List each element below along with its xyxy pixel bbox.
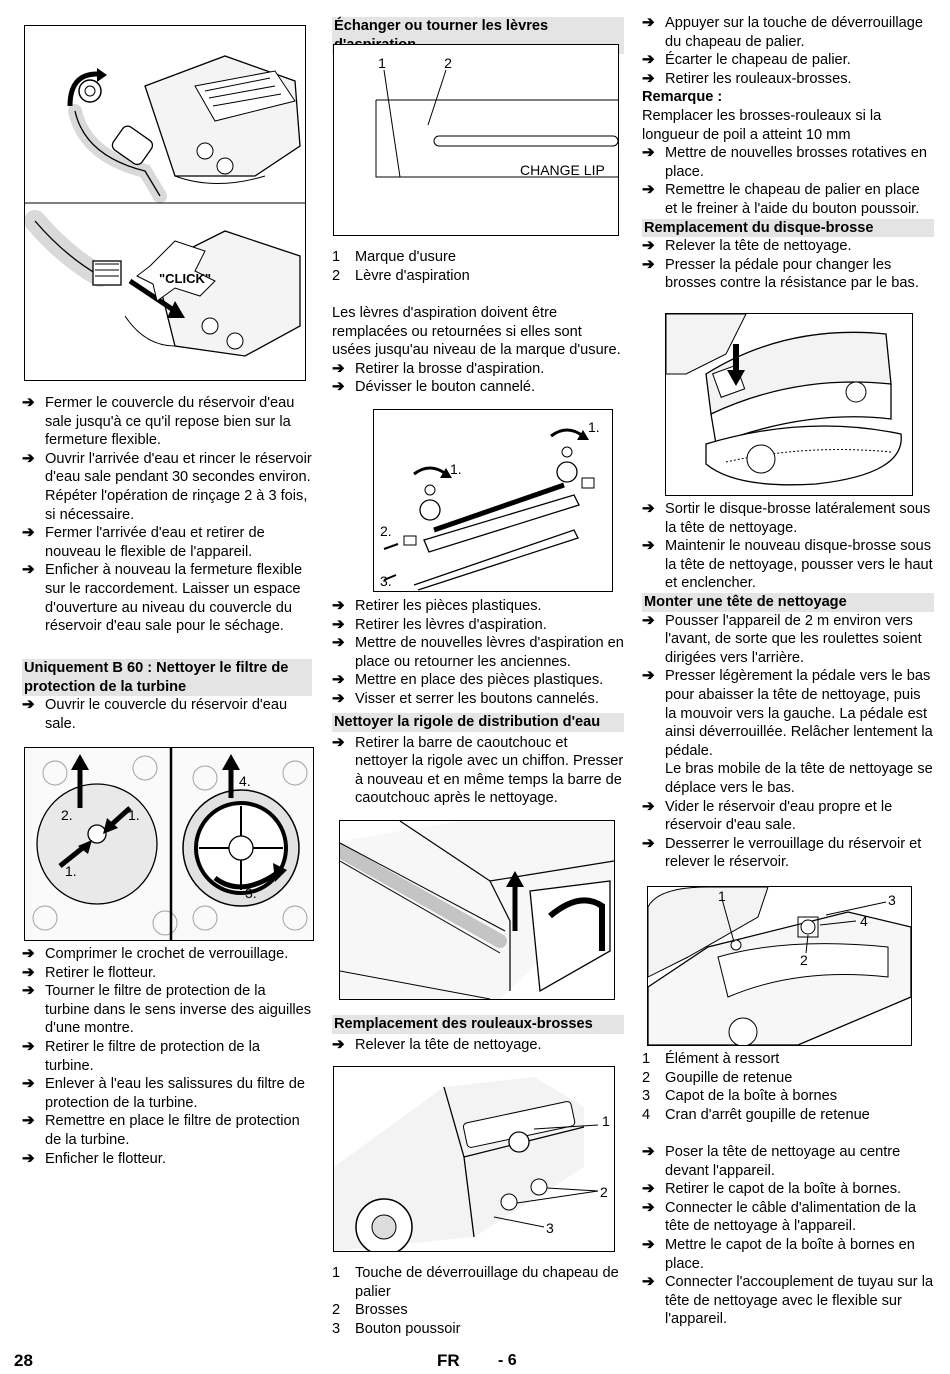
label-4: 4: [860, 913, 868, 929]
language-code: FR: [437, 1351, 460, 1370]
arrow-icon: ➔: [642, 797, 655, 815]
label-4: 4.: [239, 773, 251, 789]
label-1b: 1.: [65, 863, 77, 879]
step: ➔ Retirer les pièces plastiques.: [332, 597, 542, 614]
arrow-icon: ➔: [332, 689, 345, 707]
step: ➔ Vider le réservoir d'eau propre et le réservoir d'eau sale.: [642, 797, 893, 834]
step: ➔ Presser légèrement la pédale vers le bas pour abaisser la tête de nettoyage, puis la mouvoir vers la gauche. La pédale est ainsi déverrouillée. Relâcher lentement la pédale. Le bras mobile de la tête de nettoyage se déplace vers le bas.: [642, 667, 933, 796]
figure-water-channel: [339, 820, 615, 1000]
section-heading: Nettoyer la rigole de distribution d'eau: [332, 713, 624, 732]
arrow-icon: ➔: [642, 667, 655, 685]
step: ➔ Mettre le capot de la boîte à bornes en place.: [642, 1235, 915, 1272]
arrow-icon: ➔: [22, 982, 35, 1000]
arrow-icon: ➔: [22, 963, 35, 981]
label-1: 1: [718, 888, 726, 904]
legend-item: 1 Touche de déverrouillage du chapeau de palier: [332, 1265, 619, 1300]
figure-squeegee-parts: [373, 409, 613, 592]
figure-turbine-filter: [24, 747, 314, 941]
label-3: 3.: [245, 885, 257, 901]
section-heading: Remplacement des rouleaux-brosses: [332, 1015, 624, 1034]
section-heading: Remplacement du disque-brosse: [642, 219, 934, 238]
step: ➔ Retirer la barre de caoutchouc et nettoyer la rigole avec un chiffon. Presser à nouveau et en même temps la barre de caoutchouc après le nettoyage.: [332, 733, 624, 807]
arrow-icon: ➔: [642, 255, 655, 273]
arrow-icon: ➔: [642, 1180, 655, 1198]
label-3: 3: [546, 1220, 554, 1236]
arrow-icon: ➔: [642, 500, 655, 517]
col3-block-c: [642, 1143, 934, 1329]
arrow-icon: ➔: [22, 524, 35, 542]
legend-item: 3 Capot de la boîte à bornes: [642, 1088, 838, 1105]
arrow-icon: ➔: [642, 611, 655, 629]
col2-legend1: [332, 248, 624, 285]
change-lip-label: CHANGE LIP: [520, 162, 605, 178]
remark-text: Remplacer les brosses-rouleaux si la longueur de poil a atteint 10 mm: [642, 107, 882, 143]
step: ➔ Enficher le flotteur.: [22, 1149, 166, 1167]
col3-block-b: [642, 500, 934, 872]
arrow-icon: ➔: [22, 945, 35, 962]
step: ➔ Poser la tête de nettoyage au centre devant l'appareil.: [642, 1143, 901, 1179]
step: ➔ Retirer les lèvres d'aspiration.: [332, 615, 547, 633]
section-heading: Uniquement B 60 : Nettoyer le filtre de protection de la turbine: [22, 659, 312, 696]
step: ➔ Retirer le flotteur.: [22, 963, 157, 981]
arrow-icon: ➔: [22, 561, 35, 579]
label-2: 2: [444, 55, 452, 71]
step: ➔ Comprimer le crochet de verrouillage.: [22, 945, 289, 962]
legend-item: 2 Goupille de retenue: [642, 1069, 793, 1086]
arrow-icon: ➔: [332, 378, 345, 396]
section-heading: Monter une tête de nettoyage: [642, 593, 934, 612]
label-2: 2: [600, 1184, 608, 1200]
arrow-icon: ➔: [22, 1112, 35, 1130]
figure-cleaning-head: [647, 886, 912, 1046]
step: ➔ Visser et serrer les boutons cannelés.: [332, 689, 599, 707]
step: ➔ Mettre de nouvelles brosses rotatives en place.: [642, 144, 928, 180]
label-3: 3.: [380, 573, 392, 589]
step: ➔ Sortir le disque-brosse latéralement sous la tête de nettoyage.: [642, 500, 931, 536]
figure-change-lip: [333, 44, 619, 236]
remark-title: Remarque :: [642, 89, 723, 106]
label-1b: 1.: [588, 419, 600, 435]
page-number: 28: [14, 1351, 33, 1370]
arrow-icon: ➔: [642, 69, 655, 87]
step: ➔ Écarter le chapeau de palier.: [642, 51, 851, 69]
step: ➔ Remettre en place le filtre de protection de la turbine.: [22, 1112, 300, 1148]
col1-steps-c: [22, 945, 312, 1168]
arrow-icon: ➔: [22, 1075, 35, 1093]
arrow-icon: ➔: [642, 51, 655, 69]
arrow-icon: ➔: [22, 1037, 35, 1055]
step: ➔ Pousser l'appareil de 2 m environ vers l'avant, de sorte que les roulettes soient dirigées vers l'arrière.: [642, 611, 922, 666]
arrow-icon: ➔: [332, 615, 345, 633]
step: ➔ Fermer le couvercle du réservoir d'eau sale jusqu'à ce qu'il repose bien sur la fermeture flexible.: [22, 394, 295, 449]
arrow-icon: ➔: [642, 1198, 655, 1216]
label-2: 2.: [380, 523, 392, 539]
col2-para: [332, 304, 624, 397]
label-2: 2: [800, 952, 808, 968]
arrow-icon: ➔: [332, 634, 345, 652]
legend-item: 4 Cran d'arrêt goupille de retenue: [642, 1106, 870, 1123]
arrow-icon: ➔: [22, 394, 35, 411]
arrow-icon: ➔: [642, 834, 655, 852]
figure-disc-brush: [665, 313, 913, 496]
sub-page-number: - 6: [498, 1352, 517, 1369]
arrow-icon: ➔: [22, 696, 35, 714]
arrow-icon: ➔: [642, 1143, 655, 1160]
arrow-icon: ➔: [642, 237, 655, 255]
col2-section-rigole: [332, 713, 624, 808]
col2-steps-b: [332, 597, 624, 709]
arrow-icon: ➔: [332, 1035, 345, 1053]
step: ➔ Fermer l'arrivée d'eau et retirer de nouveau le flexible de l'appareil.: [22, 524, 265, 560]
col2-legend2: [332, 1264, 624, 1338]
label-3: 3: [888, 892, 896, 908]
figure-roller-brushes: [333, 1066, 615, 1252]
label-1a: 1.: [450, 461, 462, 477]
step: ➔ Retirer le filtre de protection de la turbine.: [22, 1037, 260, 1074]
arrow-icon: ➔: [332, 671, 345, 689]
step: ➔ Remettre le chapeau de palier en place et le freiner à l'aide du bouton poussoir.: [642, 181, 920, 217]
arrow-icon: ➔: [22, 1149, 35, 1167]
step: ➔ Ouvrir l'arrivée d'eau et rincer le réservoir d'eau sale pendant 30 secondes environ. Répéter l'opération de rinçage 2 à 3 fois, si nécessaire.: [22, 449, 312, 523]
arrow-icon: ➔: [332, 597, 345, 614]
arrow-icon: ➔: [642, 1273, 655, 1291]
step: ➔ Relever la tête de nettoyage.: [642, 237, 852, 255]
arrow-icon: ➔: [642, 537, 655, 555]
step: ➔ Connecter l'accouplement de tuyau sur la tête de nettoyage avec le flexible sur l'appareil.: [642, 1273, 934, 1328]
arrow-icon: ➔: [642, 144, 655, 162]
step: ➔ Relever la tête de nettoyage.: [332, 1035, 542, 1053]
figure-hose-connection: [24, 25, 306, 381]
step: ➔ Appuyer sur la touche de déverrouillage du chapeau de palier.: [642, 14, 923, 50]
step: ➔ Desserrer le verrouillage du réservoir et relever le réservoir.: [642, 834, 922, 871]
col1-steps-a: [22, 394, 312, 636]
step: ➔ Enficher à nouveau la fermeture flexible sur le raccordement. Laisser un espace d'ouverture au niveau du couvercle du réservoir d'eau sale pour le séchage.: [22, 561, 303, 635]
label-1: 1: [602, 1113, 610, 1129]
step: ➔ Dévisser le bouton cannelé.: [332, 378, 536, 396]
section-heading: Échanger ou tourner les lèvres: [332, 17, 624, 54]
step: ➔ Tourner le filtre de protection de la turbine dans le sens inverse des aiguilles d'une montre.: [22, 982, 312, 1037]
arrow-icon: ➔: [332, 733, 345, 751]
click-label: "CLICK": [158, 271, 212, 286]
arrow-icon: ➔: [642, 181, 655, 199]
col1-section-turbine: [22, 659, 312, 733]
step: ➔ Retirer le capot de la boîte à bornes.: [642, 1180, 902, 1198]
legend-item: 2 Lèvre d'aspiration: [332, 267, 470, 284]
arrow-icon: ➔: [642, 1235, 655, 1253]
col3-legend: [642, 1050, 934, 1124]
arrow-icon: ➔: [642, 14, 655, 31]
pedal-note: Le bras mobile de la tête de nettoyage se déplace vers le bas.: [665, 761, 933, 796]
label-1: 1: [378, 55, 386, 71]
step: ➔ Retirer les rouleaux-brosses.: [642, 69, 852, 87]
arrow-icon: ➔: [22, 449, 35, 467]
col2-section-rollers: [332, 1015, 624, 1054]
step: ➔ Ouvrir le couvercle du réservoir d'eau sale.: [22, 696, 288, 732]
label-2: 2.: [61, 807, 73, 823]
step: ➔ Mettre de nouvelles lèvres d'aspiration en place ou retourner les anciennes.: [332, 634, 624, 670]
col3-block-a: [642, 14, 934, 293]
step: ➔ Maintenir le nouveau disque-brosse sous la tête de nettoyage, pousser vers le haut et enclencher.: [642, 537, 933, 592]
legend-item: 1 Élément à ressort: [642, 1051, 780, 1067]
repeat-note: Répéter l'opération de rinçage 2 à 3 fois, si nécessaire.: [45, 487, 308, 523]
label-1a: 1.: [128, 807, 140, 823]
step: ➔ Mettre en place des pièces plastiques.: [332, 671, 604, 689]
step: ➔ Enlever à l'eau les salissures du filtre de protection de la turbine.: [22, 1075, 305, 1111]
legend-item: 1 Marque d'usure: [332, 249, 456, 265]
legend-item: 3 Bouton poussoir: [332, 1320, 461, 1337]
step: ➔ Presser la pédale pour changer les brosses contre la résistance par le bas.: [642, 255, 919, 292]
step: ➔ Retirer la brosse d'aspiration.: [332, 359, 545, 377]
paragraph: Les lèvres d'aspiration doivent être remplacées ou retournées si elles sont usées jusqu'au niveau de la marque d'usure.: [332, 305, 621, 359]
arrow-icon: ➔: [332, 359, 345, 377]
step: ➔ Connecter le câble d'alimentation de la tête de nettoyage à l'appareil.: [642, 1198, 917, 1235]
legend-item: 2 Brosses: [332, 1302, 408, 1319]
